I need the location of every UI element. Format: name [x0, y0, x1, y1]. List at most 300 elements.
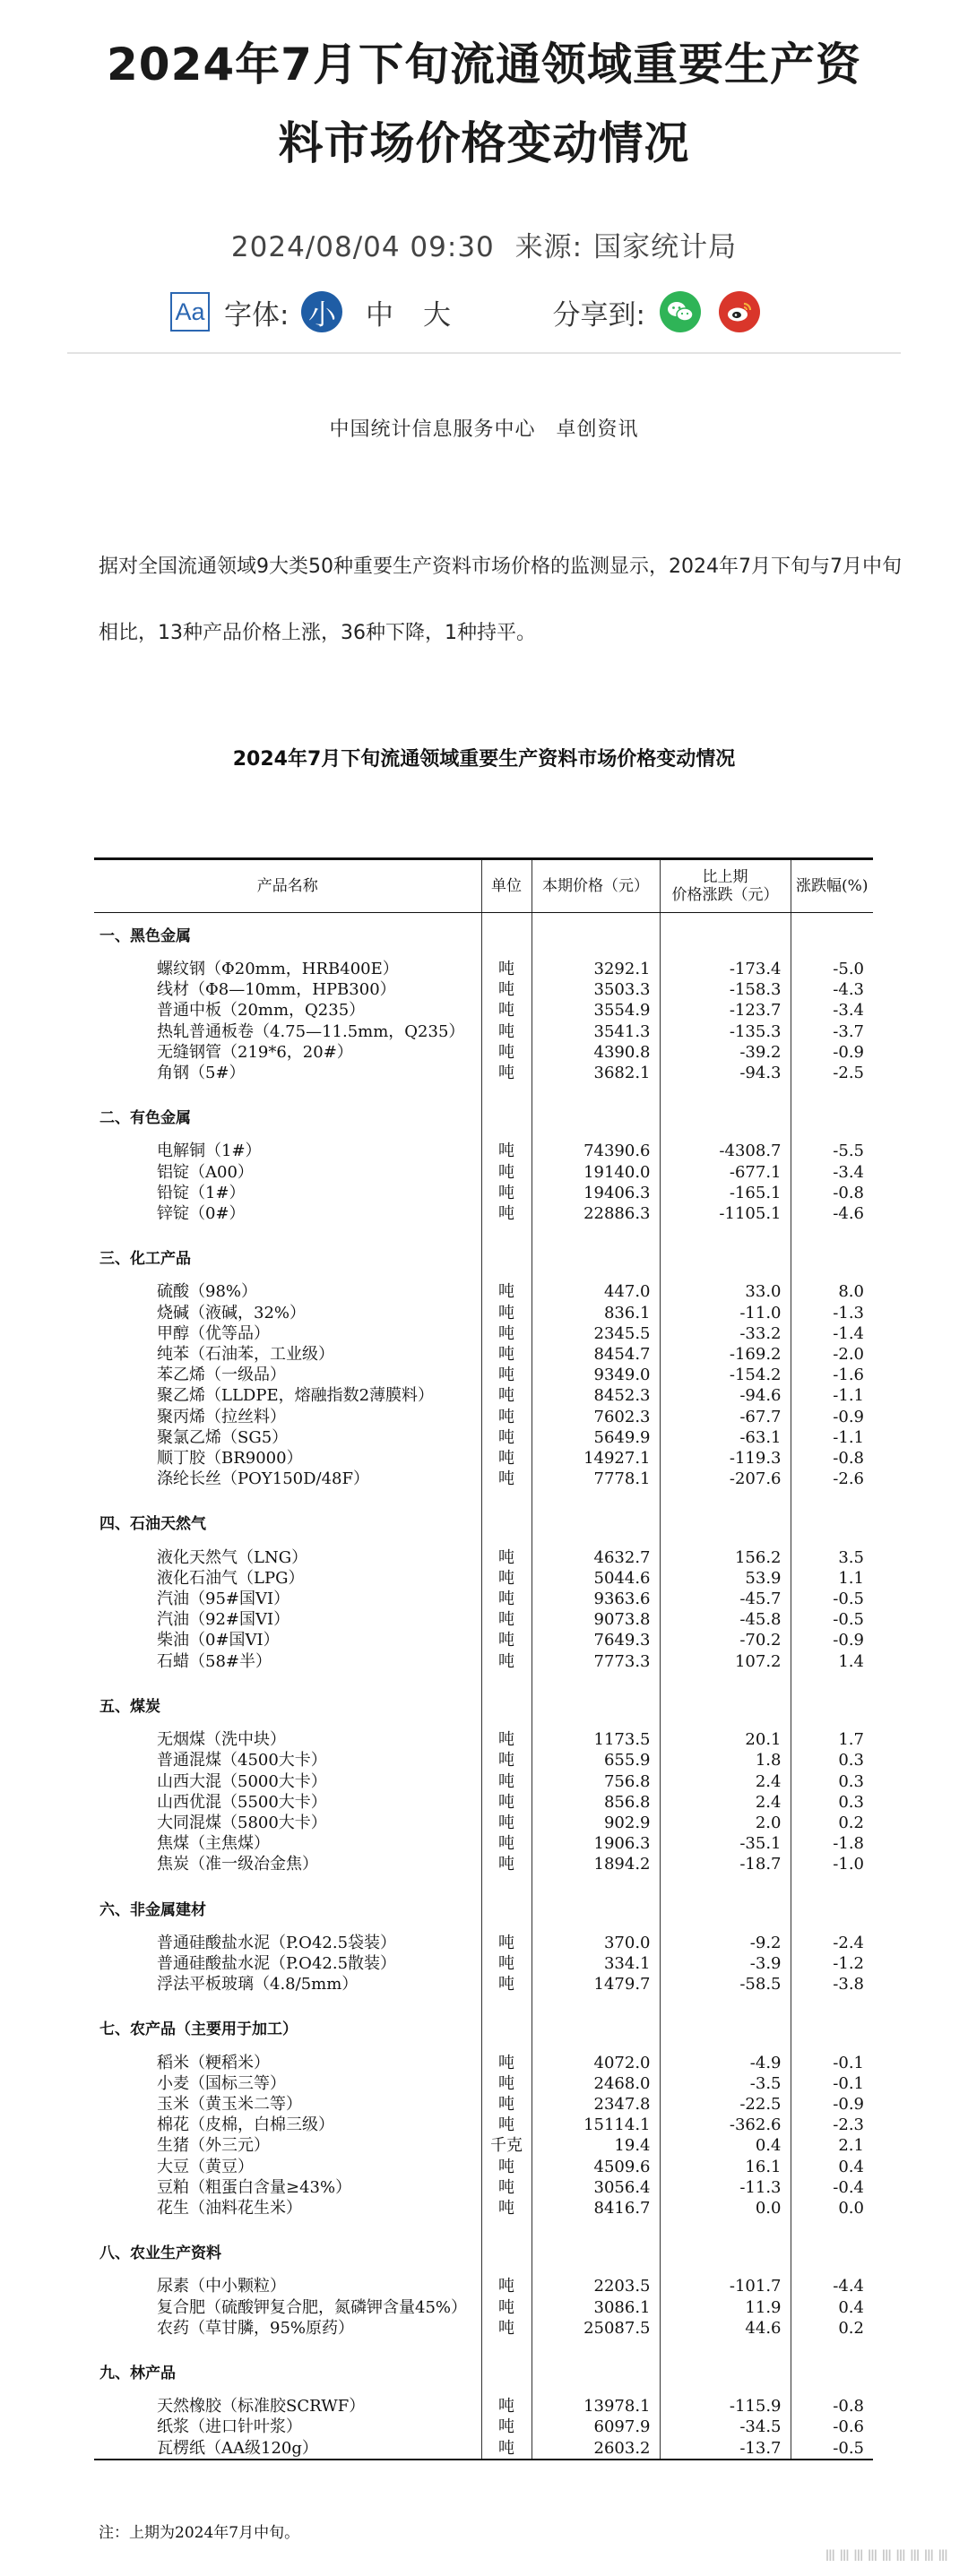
pct-cell: 0.2 [791, 2318, 873, 2339]
share-label: 分享到: [552, 298, 645, 332]
unit-cell: 吨 [481, 1448, 532, 1469]
weibo-share-icon[interactable] [719, 291, 760, 332]
product-name: 普通中板（20mm，Q235） [157, 1001, 366, 1021]
header-change-line1: 比上期 [702, 868, 748, 886]
category-name: 一、黑色金属 [99, 926, 191, 945]
product-name: 普通混煤（4500大卡） [157, 1751, 327, 1770]
spacer-row [94, 1489, 873, 1514]
product-name: 汽油（92#国VI） [157, 1610, 290, 1630]
price-cell: 14927.1 [532, 1448, 660, 1469]
unit-cell: 吨 [481, 1365, 532, 1385]
table-row [94, 1162, 873, 1183]
pct-cell: -1.8 [791, 1833, 873, 1854]
category-row [94, 2244, 873, 2264]
table-row [94, 2157, 873, 2177]
category-row [94, 1514, 873, 1535]
unit-cell: 吨 [481, 1609, 532, 1630]
font-size-label: 字体: [224, 298, 290, 332]
pct-cell: -0.9 [791, 1407, 873, 1427]
price-cell: 13978.1 [532, 2396, 660, 2417]
spacer-row [94, 2339, 873, 2364]
price-cell: 2203.5 [532, 2276, 660, 2296]
price-cell: 2347.8 [532, 2094, 660, 2115]
change-cell: -158.3 [660, 979, 791, 1000]
product-name: 瓦楞纸（AA级120g） [94, 2438, 481, 2460]
table-row [94, 1000, 873, 1021]
pct-cell: 1.7 [791, 1729, 873, 1750]
price-cell: 8454.7 [532, 1344, 660, 1365]
change-cell: -4.9 [660, 2053, 791, 2073]
price-cell: 756.8 [532, 1771, 660, 1792]
table-row [94, 1042, 873, 1063]
category-name: 九、林产品 [99, 2364, 176, 2382]
product-name: 焦炭（准一级冶金焦） [157, 1855, 318, 1874]
product-name: 铅锭（1#） [157, 1183, 246, 1202]
change-cell: -362.6 [660, 2115, 791, 2135]
change-cell: 107.2 [660, 1651, 791, 1672]
pct-cell: 0.3 [791, 1771, 873, 1792]
gap-row [94, 1718, 873, 1729]
product-name: 浮法平板玻璃（4.8/5mm） [157, 1975, 359, 1994]
unit-cell: 吨 [481, 2438, 532, 2460]
change-cell: -101.7 [660, 2276, 791, 2296]
table-row [94, 1141, 873, 1161]
table-row [94, 1750, 873, 1770]
category-name: 四、石油天然气 [99, 1515, 206, 1534]
price-cell: 4509.6 [532, 2157, 660, 2177]
price-table [94, 857, 873, 2460]
price-cell: 15114.1 [532, 2115, 660, 2135]
table-row [94, 979, 873, 1000]
table-row [94, 1771, 873, 1792]
unit-cell: 吨 [481, 2417, 532, 2437]
unit-cell: 吨 [481, 1771, 532, 1792]
pct-cell: -0.1 [791, 2053, 873, 2073]
pct-cell: 0.2 [791, 1813, 873, 1833]
pct-cell: -4.4 [791, 2276, 873, 2296]
price-cell: 25087.5 [532, 2318, 660, 2339]
pct-cell: -0.5 [791, 2438, 873, 2460]
table-title: 2024年7月下旬流通领域重要生产资料市场价格变动情况 [232, 748, 736, 771]
change-cell: -67.7 [660, 1407, 791, 1427]
pct-cell: -0.8 [791, 2396, 873, 2417]
change-cell: -70.2 [660, 1630, 791, 1650]
change-cell: -34.5 [660, 2417, 791, 2437]
price-cell: 447.0 [532, 1281, 660, 1302]
product-name: 顺丁胶（BR9000） [157, 1449, 303, 1469]
table-row [94, 2198, 873, 2218]
article-toolbar [170, 287, 816, 337]
source-label: 来源: [514, 231, 583, 263]
change-cell: -173.4 [660, 959, 791, 979]
pct-cell: -1.4 [791, 1323, 873, 1344]
table-note: 注：上期为2024年7月中旬。 [99, 2524, 300, 2542]
pct-cell: 0.3 [791, 1792, 873, 1813]
change-cell: -677.1 [660, 1162, 791, 1183]
change-cell: -35.1 [660, 1833, 791, 1854]
header-pct: 涨跌幅(%) [791, 859, 873, 913]
product-name: 花生（油料花生米） [157, 2198, 302, 2218]
change-cell: -39.2 [660, 1042, 791, 1063]
unit-cell: 吨 [481, 2396, 532, 2417]
change-cell: -11.0 [660, 1303, 791, 1323]
pct-cell: -1.0 [791, 1854, 873, 1874]
table-row [94, 1323, 873, 1344]
product-name: 电解铜（1#） [157, 1142, 262, 1161]
wechat-share-icon[interactable] [660, 291, 701, 332]
table-row [94, 1407, 873, 1427]
pct-cell: -2.0 [791, 1344, 873, 1365]
category-name: 三、化工产品 [99, 1250, 191, 1269]
product-name: 农药（草甘膦，95%原药） [157, 2318, 355, 2338]
product-name: 涤纶长丝（POY150D/48F） [157, 1469, 369, 1489]
product-name: 大同混煤（5800大卡） [157, 1813, 327, 1832]
table-row [94, 2318, 873, 2339]
category-row [94, 1900, 873, 1921]
price-cell: 4072.0 [532, 2053, 660, 2073]
change-cell: 16.1 [660, 2157, 791, 2177]
price-cell: 334.1 [532, 1953, 660, 1974]
font-size-icon: Aa [170, 292, 210, 332]
product-name: 汽油（95#国VI） [157, 1590, 290, 1609]
price-cell: 655.9 [532, 1750, 660, 1770]
table-row [94, 2135, 873, 2156]
price-cell: 4390.8 [532, 1042, 660, 1063]
pct-cell: -1.3 [791, 1303, 873, 1323]
table-row [94, 1344, 873, 1365]
pct-cell: 0.0 [791, 2198, 873, 2218]
unit-cell: 吨 [481, 1427, 532, 1448]
price-cell: 370.0 [532, 1933, 660, 1953]
table-row [94, 1833, 873, 1854]
unit-cell: 吨 [481, 1183, 532, 1203]
product-name: 聚氯乙烯（SG5） [157, 1427, 289, 1447]
price-cell: 4632.7 [532, 1547, 660, 1568]
table-row [94, 1854, 873, 1874]
change-cell: -58.5 [660, 1974, 791, 1994]
font-size-medium-button[interactable]: 中 [365, 298, 393, 332]
product-name: 聚乙烯（LLDPE，熔融指数2薄膜料） [157, 1386, 435, 1406]
pct-cell: -0.5 [791, 1589, 873, 1609]
header-change [660, 859, 791, 913]
table-row [94, 2297, 873, 2318]
pct-cell: -0.8 [791, 1448, 873, 1469]
product-name: 铝锭（A00） [157, 1162, 254, 1182]
pct-cell: -2.5 [791, 1063, 873, 1083]
category-row [94, 1108, 873, 1129]
unit-cell: 吨 [481, 1281, 532, 1302]
price-cell: 3682.1 [532, 1063, 660, 1083]
unit-cell: 吨 [481, 1813, 532, 1833]
table-row [94, 1953, 873, 1974]
product-name: 小麦（国标三等） [157, 2073, 286, 2093]
change-cell: -123.7 [660, 1000, 791, 1021]
product-name: 普通硅酸盐水泥（P.O42.5散装） [157, 1953, 397, 1973]
price-cell: 3554.9 [532, 1000, 660, 1021]
pct-cell: 0.4 [791, 2157, 873, 2177]
table-row [94, 2094, 873, 2115]
product-name: 烧碱（液碱，32%） [157, 1303, 307, 1322]
pct-cell: -5.0 [791, 959, 873, 979]
pct-cell: -0.9 [791, 1042, 873, 1063]
pct-cell: -2.4 [791, 1933, 873, 1953]
change-cell: -33.2 [660, 1323, 791, 1344]
table-row [94, 1183, 873, 1203]
header-unit: 单位 [481, 859, 532, 913]
title-line-1: 2024年7月下旬流通领域重要生产资 [107, 39, 861, 90]
table-row [94, 1063, 873, 1083]
category-name: 二、有色金属 [99, 1109, 191, 1128]
change-cell: 0.4 [660, 2135, 791, 2156]
product-name: 线材（Φ8—10mm，HPB300） [157, 980, 396, 1000]
change-cell: 2.4 [660, 1792, 791, 1813]
change-cell: -45.8 [660, 1609, 791, 1630]
table-row [94, 2115, 873, 2135]
unit-cell: 吨 [481, 1203, 532, 1224]
header-price: 本期价格（元） [532, 859, 660, 913]
product-name: 纸浆（进口针叶浆） [157, 2417, 302, 2437]
category-row [94, 2020, 873, 2040]
price-cell: 19.4 [532, 2135, 660, 2156]
price-cell: 2603.2 [532, 2438, 660, 2460]
table-row [94, 2073, 873, 2094]
pct-cell: -3.7 [791, 1021, 873, 1042]
pct-cell: -0.5 [791, 1609, 873, 1630]
unit-cell: 吨 [481, 1344, 532, 1365]
pct-cell: -0.6 [791, 2417, 873, 2437]
unit-cell: 吨 [481, 2177, 532, 2198]
price-cell: 6097.9 [532, 2417, 660, 2437]
unit-cell: 吨 [481, 1792, 532, 1813]
change-cell: 0.0 [660, 2198, 791, 2218]
price-cell: 3503.3 [532, 979, 660, 1000]
table-header-row [94, 859, 873, 913]
change-cell: 11.9 [660, 2297, 791, 2318]
table-row [94, 1974, 873, 1994]
category-name: 六、非金属建材 [99, 1900, 206, 1919]
price-cell: 1906.3 [532, 1833, 660, 1854]
table-row [94, 1021, 873, 1042]
table-row [94, 2396, 873, 2417]
product-name: 石蜡（58#半） [157, 1651, 272, 1671]
change-cell: 2.0 [660, 1813, 791, 1833]
unit-cell: 吨 [481, 1750, 532, 1770]
font-size-large-button[interactable]: 大 [422, 298, 451, 332]
category-row [94, 1697, 873, 1718]
table-row [94, 1813, 873, 1833]
pct-cell: 1.4 [791, 1651, 873, 1672]
intro-paragraph: 据对全国流通领域9大类50种重要生产资料市场价格的监测显示，2024年7月下旬与7月中旬相比，13种产品价格上涨，36种下降，1种持平。 [99, 556, 902, 644]
price-cell: 1173.5 [532, 1729, 660, 1750]
header-name: 产品名称 [94, 859, 481, 913]
unit-cell: 吨 [481, 959, 532, 979]
unit-cell: 吨 [481, 1162, 532, 1183]
watermark: ⅢⅢⅢⅢⅢⅢⅢⅢⅢ [825, 2547, 952, 2565]
product-name: 山西大混（5000大卡） [157, 1771, 327, 1791]
table-row [94, 1547, 873, 1568]
table-row [94, 1427, 873, 1448]
price-cell: 1894.2 [532, 1854, 660, 1874]
table-row [94, 1568, 873, 1589]
unit-cell: 吨 [481, 2115, 532, 2135]
unit-cell: 吨 [481, 2157, 532, 2177]
gap-row [94, 2264, 873, 2276]
table-row [94, 2177, 873, 2198]
change-cell: 44.6 [660, 2318, 791, 2339]
product-name: 柴油（0#国VI） [157, 1631, 280, 1650]
price-cell: 19140.0 [532, 1162, 660, 1183]
change-cell: 33.0 [660, 1281, 791, 1302]
table-row [94, 1651, 873, 1672]
unit-cell: 吨 [481, 2053, 532, 2073]
unit-cell: 吨 [481, 1385, 532, 1406]
pct-cell: -5.5 [791, 1141, 873, 1161]
product-name: 纯苯（石油苯，工业级） [157, 1345, 334, 1365]
price-cell: 8452.3 [532, 1385, 660, 1406]
category-row [94, 2364, 873, 2384]
pct-cell: -2.6 [791, 1469, 873, 1489]
unit-cell: 吨 [481, 1568, 532, 1589]
change-cell: 20.1 [660, 1729, 791, 1750]
spacer-row [94, 1224, 873, 1249]
change-cell: -94.3 [660, 1063, 791, 1083]
change-cell: -4308.7 [660, 1141, 791, 1161]
price-cell: 3541.3 [532, 1021, 660, 1042]
change-cell: -18.7 [660, 1854, 791, 1874]
table-row [94, 2438, 873, 2460]
change-cell: -94.6 [660, 1385, 791, 1406]
table-row [94, 1448, 873, 1469]
unit-cell: 吨 [481, 1729, 532, 1750]
change-cell: -9.2 [660, 1933, 791, 1953]
pct-cell: -0.9 [791, 2094, 873, 2115]
unit-cell: 吨 [481, 1547, 532, 1568]
font-size-small-button[interactable]: 小 [301, 291, 342, 332]
category-name: 七、农产品（主要用于加工） [99, 2020, 298, 2039]
product-name: 液化石油气（LPG） [157, 1568, 305, 1588]
table-row [94, 1469, 873, 1489]
price-cell: 5649.9 [532, 1427, 660, 1448]
change-cell: 1.8 [660, 1750, 791, 1770]
price-cell: 2468.0 [532, 2073, 660, 2094]
price-cell: 7778.1 [532, 1469, 660, 1489]
unit-cell: 吨 [481, 1833, 532, 1854]
product-name: 螺纹钢（Φ20mm，HRB400E） [157, 960, 399, 978]
source-name: 国家统计局 [593, 231, 738, 263]
price-cell: 3086.1 [532, 2297, 660, 2318]
product-name: 焦煤（主焦煤） [157, 1834, 270, 1854]
pct-cell: 8.0 [791, 1281, 873, 1302]
table-row [94, 1385, 873, 1406]
change-cell: -115.9 [660, 2396, 791, 2417]
change-cell: -169.2 [660, 1344, 791, 1365]
change-cell: 156.2 [660, 1547, 791, 1568]
gap-row [94, 2041, 873, 2053]
price-cell: 74390.6 [532, 1141, 660, 1161]
pct-cell: -3.8 [791, 1974, 873, 1994]
unit-cell: 吨 [481, 1953, 532, 1974]
product-name: 聚丙烯（拉丝料） [157, 1407, 286, 1426]
gap-row [94, 947, 873, 959]
product-name: 液化天然气（LNG） [157, 1547, 308, 1567]
change-cell: 2.4 [660, 1771, 791, 1792]
pct-cell: -1.2 [791, 1953, 873, 1974]
spacer-row [94, 1994, 873, 2020]
category-name: 八、农业生产资料 [99, 2244, 221, 2263]
price-cell: 1479.7 [532, 1974, 660, 1994]
product-name: 无烟煤（洗中块） [157, 1730, 286, 1750]
pct-cell: -1.6 [791, 1365, 873, 1385]
gap-row [94, 1270, 873, 1281]
article-meta [0, 224, 968, 264]
table-row [94, 2417, 873, 2437]
spacer-row [94, 2218, 873, 2244]
price-cell: 5044.6 [532, 1568, 660, 1589]
price-cell: 7649.3 [532, 1630, 660, 1650]
table-row [94, 1609, 873, 1630]
unit-cell: 吨 [481, 1303, 532, 1323]
publish-datetime: 2024/08/04 09:30 [230, 231, 495, 263]
product-name: 稻米（粳稻米） [157, 2053, 270, 2072]
table-row [94, 1303, 873, 1323]
product-name: 热轧普通板卷（4.75—11.5mm，Q235） [157, 1021, 465, 1041]
unit-cell: 吨 [481, 1630, 532, 1650]
unit-cell: 吨 [481, 2276, 532, 2296]
product-name: 豆粕（粗蛋白含量≥43%） [157, 2177, 352, 2197]
unit-cell: 吨 [481, 1589, 532, 1609]
pct-cell: -3.4 [791, 1000, 873, 1021]
unit-cell: 吨 [481, 1469, 532, 1489]
change-cell: -45.7 [660, 1589, 791, 1609]
table-row [94, 1933, 873, 1953]
page-title [63, 25, 905, 183]
unit-cell: 千克 [481, 2135, 532, 2156]
change-cell: -63.1 [660, 1427, 791, 1448]
product-name: 山西优混（5500大卡） [157, 1792, 327, 1812]
product-name: 苯乙烯（一级品） [157, 1366, 286, 1385]
table-row [94, 1792, 873, 1813]
pct-cell: 0.4 [791, 2297, 873, 2318]
pct-cell: 1.1 [791, 1568, 873, 1589]
product-name: 大豆（黄豆） [157, 2157, 254, 2176]
table-row [94, 2276, 873, 2296]
price-cell: 3056.4 [532, 2177, 660, 2198]
price-cell: 856.8 [532, 1792, 660, 1813]
change-cell: -207.6 [660, 1469, 791, 1489]
product-name: 生猪（外三元） [157, 2136, 270, 2156]
unit-cell: 吨 [481, 2318, 532, 2339]
unit-cell: 吨 [481, 1141, 532, 1161]
table-body [94, 913, 873, 2460]
unit-cell: 吨 [481, 979, 532, 1000]
spacer-row [94, 1875, 873, 1900]
product-name: 天然橡胶（标准胶SCRWF） [157, 2397, 366, 2417]
data-sources: 中国统计信息服务中心 卓创资讯 [329, 418, 639, 441]
pct-cell: -1.1 [791, 1385, 873, 1406]
gap-row [94, 2384, 873, 2396]
price-cell: 8416.7 [532, 2198, 660, 2218]
product-name: 锌锭（0#） [157, 1204, 246, 1224]
pct-cell: 0.3 [791, 1750, 873, 1770]
table-row [94, 1203, 873, 1224]
change-cell: -13.7 [660, 2438, 791, 2460]
pct-cell: -0.1 [791, 2073, 873, 2094]
change-cell: -119.3 [660, 1448, 791, 1469]
spacer-row [94, 1083, 873, 1108]
unit-cell: 吨 [481, 2094, 532, 2115]
product-name: 玉米（黄玉米二等） [157, 2094, 302, 2114]
gap-row [94, 1129, 873, 1141]
